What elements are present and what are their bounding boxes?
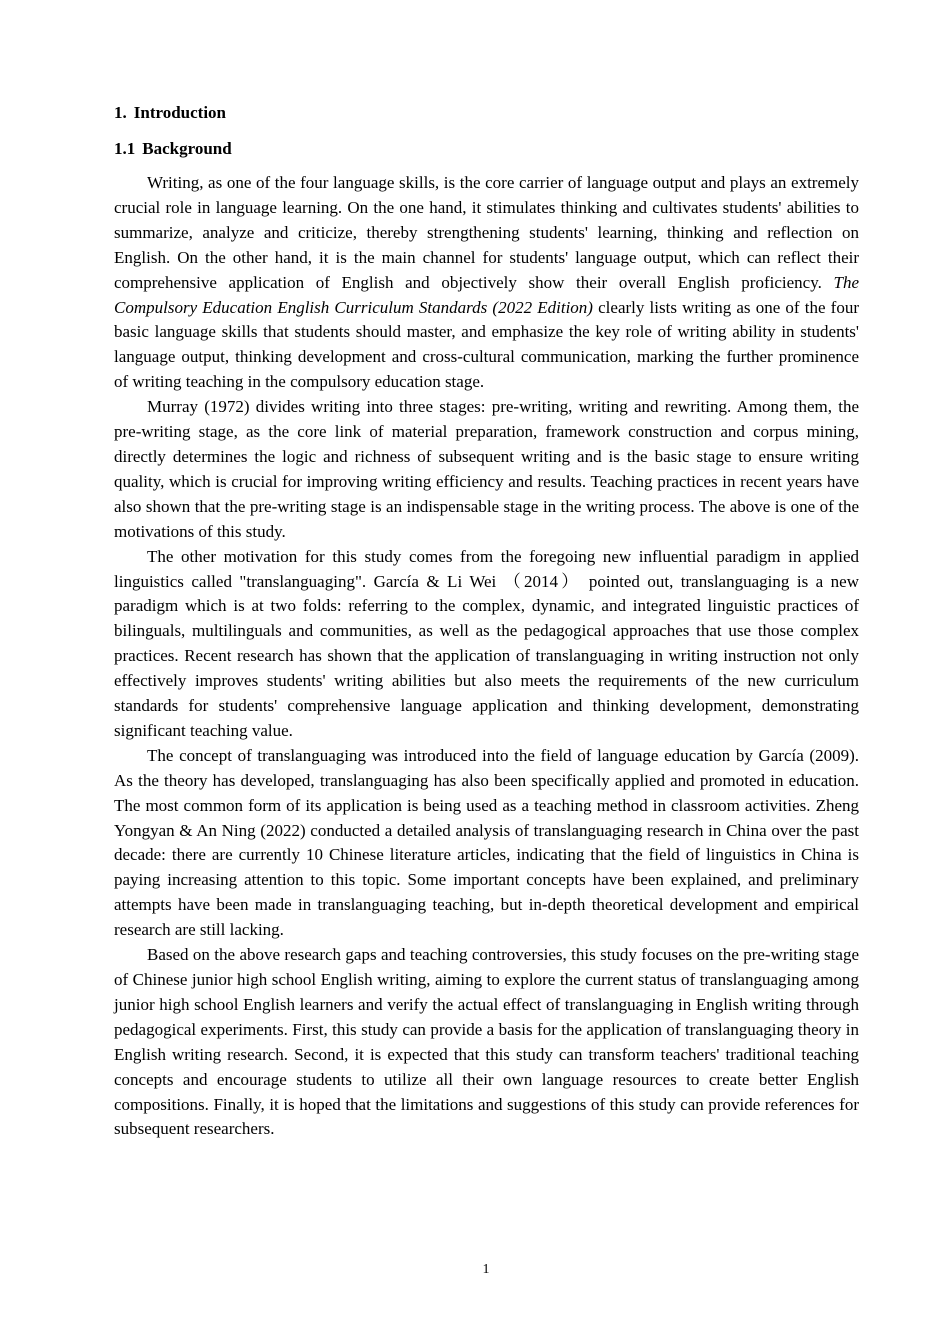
paragraph-1-text-end: clearly lists writing as one of the four basic language skills that students should master, and emphasize the key role of writing ability in students' language output, thinking development and cross-cultural communication, marking the further prominence of writing teaching in the compulsory education stage.: [114, 297, 859, 392]
paragraph-1: [114, 171, 859, 395]
page-content: [114, 101, 859, 1142]
curriculum-standards-title: The Compulsory Education English Curriculum Standards (2022 Edition): [114, 272, 859, 317]
paragraph-5: Based on the above research gaps and teaching controversies, this study focuses on the pre-writing stage of Chinese junior high school English writing, aiming to explore the current status of translanguaging among junior high school English learners and verify the actual effect of translanguaging in English writing through pedagogical experiments. First, this study can provide a basis for the application of translanguaging theory in English writing research. Second, it is expected that this study can transform teachers' traditional teaching concepts and encourage students to utilize all their own language resources to create better English compositions. Finally, it is hoped that the limitations and suggestions of this study can provide references for subsequent researchers.: [114, 945, 859, 1139]
paragraph-2: Murray (1972) divides writing into three stages: pre-writing, writing and rewriting. Among them, the pre-writing stage, as the core link of material preparation, framework construction and corpus mining, directly determines the logic and richness of subsequent writing and is the basic stage to ensure writing quality, which is crucial for improving writing efficiency and results. Teaching practices in recent years have also shown that the pre-writing stage is an indispensable stage in the writing process. The above is one of the motivations of this study.: [114, 397, 859, 541]
paragraph-3: The other motivation for this study comes from the foregoing new influential paradigm in applied linguistics called "translanguaging". García & Li Wei （2014） pointed out, translanguaging is a new paradigm which is at two folds: referring to the complex, dynamic, and integrated linguistic practices of bilinguals, multilinguals and communities, as well as the pedagogical approaches that use those complex practices. Recent research has shown that the application of translanguaging in writing instruction not only effectively improves students' writing abilities but also meets the requirements of the new curriculum standards for students' comprehensive language application and thinking development, demonstrating significant teaching value.: [114, 546, 859, 740]
section-title: Introduction: [133, 103, 227, 122]
subsection-number: 1.1: [114, 139, 136, 158]
subsection-title: Background: [142, 139, 232, 158]
paragraph-4: The concept of translanguaging was introduced into the field of language education by García (2009). As the theory has developed, translanguaging has also been specifically applied and promoted in education. The most common form of its application is being used as a teaching method in classroom activities. Zheng Yongyan & An Ning (2022) conducted a detailed analysis of translanguaging research in China over the past decade: there are currently 10 Chinese literature articles, indicating that the field of linguistics in China is paying increasing attention to this topic. Some important concepts have been explained, and preliminary attempts have been made in translanguaging teaching, but in-depth theoretical development and empirical research are still lacking.: [114, 745, 859, 940]
subsection-heading: [114, 137, 859, 161]
section-number: 1.: [114, 103, 127, 122]
page-number: 1: [482, 1262, 490, 1277]
section-heading: [114, 101, 859, 125]
paragraph-1-text-start: Writing, as one of the four language skills, is the core carrier of language output and plays an extremely crucial role in language learning. On the one hand, it stimulates thinking and cultivates students' abilities to summarize, analyze and criticize, thereby strengthening students' learning, thinking and reflection on English. On the other hand, it is the main channel for students' language output, which can reflect their comprehensive application of English and objectively show their overall English proficiency.: [114, 173, 859, 292]
